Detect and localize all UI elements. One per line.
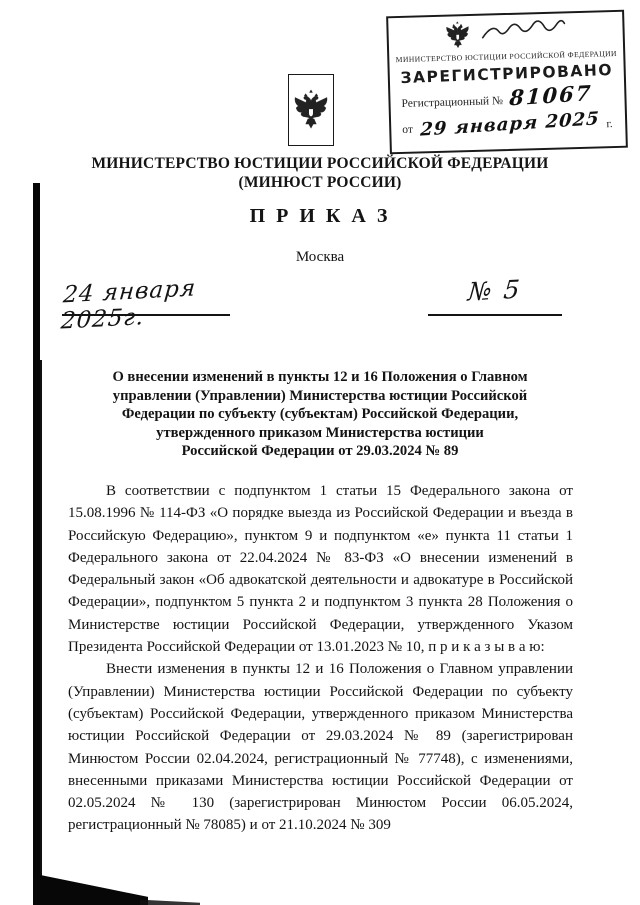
- number-field: [428, 276, 562, 316]
- order-title: [60, 368, 580, 461]
- document-body: [68, 480, 573, 837]
- stamp-registered-label: ЗАРЕГИСТРИРОВАНО: [400, 60, 614, 88]
- coat-of-arms-box: [288, 74, 334, 146]
- scan-edge-left: [33, 183, 40, 905]
- date-field: [59, 275, 230, 335]
- order-title-line: управлении (Управлении) Министерства юстиции Российской: [112, 387, 528, 404]
- ministry-name-line2: (МИНЮСТ РОССИИ): [238, 174, 402, 191]
- number-handwritten: № 5: [466, 274, 523, 307]
- body-paragraph-1: В соответствии с подпунктом 1 статьи 15 Федерального закона от 15.08.1996 № 114-ФЗ «О порядке выезда из Российской Федерации и въезда в Российскую Федерацию», пунктом 9 и подпунктом «е» пункта 11 статьи 1 Федерального закона от 22.04.2024 № 83-ФЗ «О внесении изменений в Федеральный закон «Об адвокатской деятельности и адвокатуре в Российской Федерации», подпунктом 5 пункта 2 и подпунктом 3 пункта 28 Положения о Министерстве юстиции Российской Федерации, утвержденного Указом Президента Российской Федерации от 13.01.2023 № 10, п р и к а з ы в а ю:: [68, 483, 573, 656]
- stamp-date-prefix: от: [402, 123, 414, 136]
- date-handwritten: 24 января 2025г.: [59, 275, 198, 335]
- scan-smudge-bottom: [140, 896, 200, 905]
- order-title-line: О внесении изменений в пункты 12 и 16 Положения о Главном: [112, 369, 528, 385]
- doc-type-heading: П Р И К А З: [249, 205, 391, 227]
- stamp-reg-number-line: [395, 80, 619, 112]
- city-label: Москва: [295, 249, 345, 265]
- stamp-reg-number-handwritten: 81067: [509, 80, 594, 111]
- stamp-date-handwritten: 29 января 2025: [419, 108, 600, 141]
- coat-of-arms-icon: [292, 80, 330, 140]
- order-title-line: утвержденного приказом Министерства юстиции: [156, 424, 484, 441]
- order-title-line: Федерации по субъекту (субъектам) Российской Федерации,: [121, 406, 519, 423]
- coat-of-arms-icon-small: [444, 20, 471, 51]
- body-paragraph-2: Внести изменения в пункты 12 и 16 Положения о Главном управлении (Управлении) Министерства юстиции Российской Федерации по субъекту (субъектам) Российской Федерации, утвержденного приказом Министерства юстиции Российской Федерации от 29.03.2024 № 89 (зарегистрирован Минюстом России 02.04.2024, регистрационный № 77748), с изменениями, внесенными приказами Министерства юстиции Российской Федерации от 02.05.2024 № 130 (зарегистрирован Минюстом России 06.05.2024, регистрационный № 78085) и от 21.10.2024 № 309: [68, 661, 573, 834]
- stamp-ministry-label: МИНИСТЕРСТВО ЮСТИЦИИ РОССИЙСКОЙ ФЕДЕРАЦИИ: [395, 48, 617, 65]
- stamp-date-line: [396, 108, 620, 141]
- scan-edge-left-thin: [40, 360, 42, 905]
- scan-corner-bottom-left: [33, 860, 148, 905]
- ministry-name: [0, 154, 640, 192]
- stamp-date-suffix: г.: [606, 118, 613, 131]
- pen-scribble-icon: [480, 19, 567, 43]
- registration-stamp: [386, 10, 628, 155]
- order-title-line: Российской Федерации от 29.03.2024 № 89: [181, 443, 459, 460]
- ministry-name-line1: МИНИСТЕРСТВО ЮСТИЦИИ РОССИЙСКОЙ ФЕДЕРАЦИИ: [91, 155, 549, 172]
- stamp-header-row: [393, 15, 618, 53]
- stamp-reg-label: Регистрационный №: [401, 95, 504, 110]
